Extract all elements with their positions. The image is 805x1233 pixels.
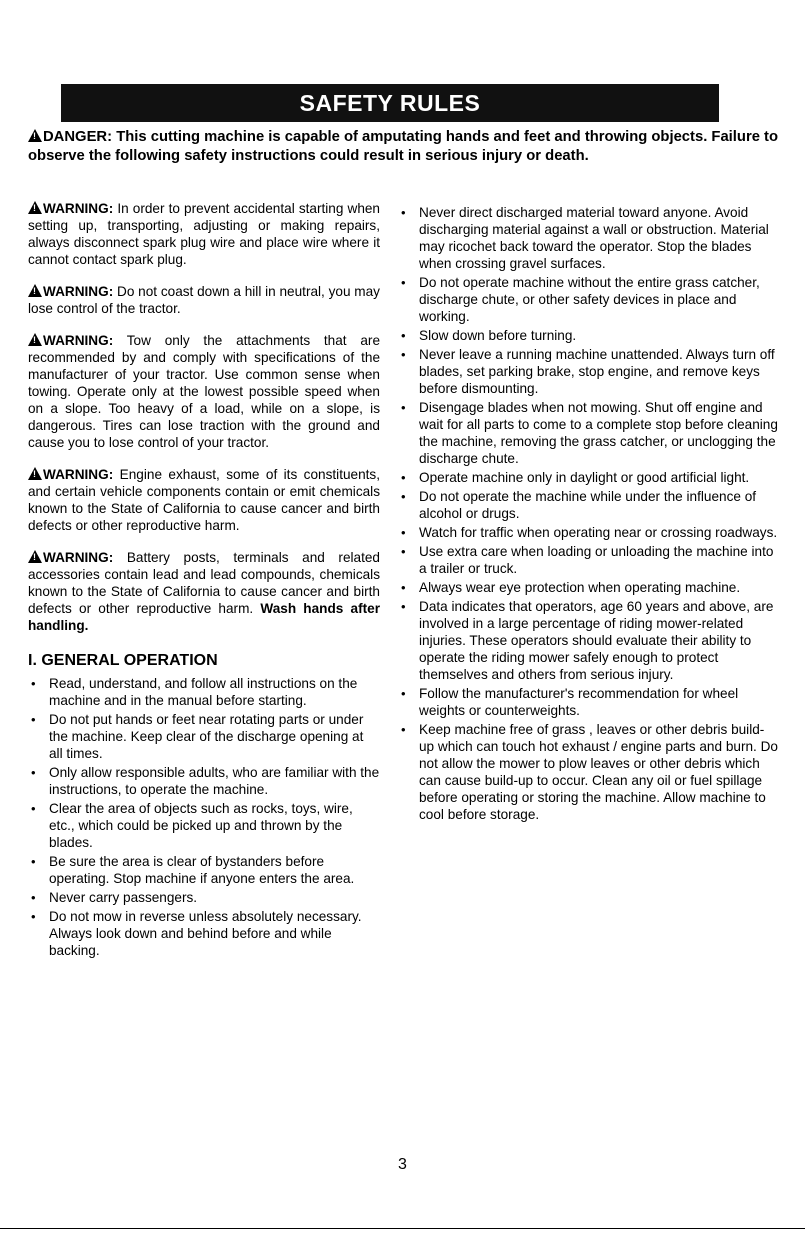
warning-paragraph [28, 283, 380, 317]
page-title: SAFETY RULES [61, 84, 719, 122]
warning-text: Do not coast down a hill in neutral, you may lose control of the tractor. [28, 284, 380, 316]
warning-label: WARNING: [43, 467, 114, 482]
list-item: • Never direct discharged material toward anyone. Avoid discharging material against a wall or obstruction. Material may ricochet back toward the operator. Stop the blades when crossing gravel surfaces. [398, 204, 778, 272]
warning-triangle-icon [28, 467, 42, 480]
left-column [28, 200, 380, 961]
list-item: • Use extra care when loading or unloading the machine into a trailer or truck. [398, 543, 778, 577]
list-item: • Operate machine only in daylight or good artificial light. [398, 469, 778, 486]
list-item: • Do not put hands or feet near rotating parts or under the machine. Keep clear of the discharge opening at all times. [28, 711, 380, 762]
warning-label: WARNING: [43, 201, 114, 216]
list-item: • Keep machine free of grass , leaves or other debris build-up which can touch hot exhaust / engine parts and burn. Do not allow the mower to plow leaves or other debris which can cause build-up to occur. Clean any oil or fuel spillage before operating or storing the machine. Allow machine to cool before storage. [398, 721, 778, 823]
list-item: • Watch for traffic when operating near or crossing roadways. [398, 524, 778, 541]
list-item: • Data indicates that operators, age 60 years and above, are involved in a large percentage of riding mower-related injuries. These operators should evaluate their ability to operate the riding mower safely enough to protect themselves and others from serious injury. [398, 598, 778, 683]
warning-text: Tow only the attachments that are recommended by and comply with specifications of the manufacturer of your tractor. Use common sense when towing. Operate only at the lowest possible speed when on a slope. Too heavy of a load, while on a slope, is dangerous. Tires can lose traction with the ground and cause you to lose control of your tractor. [28, 333, 381, 450]
list-item: • Read, understand, and follow all instructions on the machine and in the manual before starting. [28, 675, 380, 709]
warning-paragraph [28, 549, 380, 634]
list-item: • Only allow responsible adults, who are familiar with the instructions, to operate the machine. [28, 764, 380, 798]
danger-label: DANGER: [43, 129, 113, 145]
warning-text: Engine exhaust, some of its constituents, and certain vehicle components contain or emit chemicals known to the State of California to cause cancer and birth defects or other reproductive harm. [28, 467, 381, 533]
warning-emphasis: Wash hands after handling. [28, 601, 380, 633]
list-item: • Do not operate machine without the entire grass catcher, discharge chute, or other safety devices in place and working. [398, 274, 778, 325]
list-item: • Do not operate the machine while under the influence of alcohol or drugs. [398, 488, 778, 522]
warning-paragraph [28, 466, 380, 534]
list-item: • Never carry passengers. [28, 889, 380, 906]
general-operation-list [28, 675, 380, 959]
warning-paragraph [28, 332, 380, 451]
list-item: • Disengage blades when not mowing. Shut off engine and wait for all parts to come to a complete stop before cleaning the machine, removing the grass catcher, or unclogging the discharge chute. [398, 399, 778, 467]
warning-paragraph [28, 200, 380, 268]
list-item: • Clear the area of objects such as rocks, toys, wire, etc., which could be picked up and thrown by the blades. [28, 800, 380, 851]
bottom-rule [0, 1228, 805, 1229]
list-item: • Be sure the area is clear of bystanders before operating. Stop machine if anyone enters the area. [28, 853, 380, 887]
warning-triangle-icon [28, 550, 42, 563]
warning-triangle-icon [28, 284, 42, 297]
list-item: • Never leave a running machine unattended. Always turn off blades, set parking brake, stop engine, and remove keys before dismounting. [398, 346, 778, 397]
warning-label: WARNING: [43, 550, 114, 565]
section-heading: I. GENERAL OPERATION [28, 652, 218, 669]
list-item: • Always wear eye protection when operating machine. [398, 579, 778, 596]
warning-label: WARNING: [43, 284, 114, 299]
page-number: 3 [398, 1156, 407, 1173]
danger-text: This cutting machine is capable of amputating hands and feet and throwing objects. Failure to observe the following safety instructions could result in serious injury or death. [28, 129, 779, 164]
list-item: • Follow the manufacturer's recommendation for wheel weights or counterweights. [398, 685, 778, 719]
general-operation-list-continued [398, 204, 778, 823]
list-item: • Slow down before turning. [398, 327, 778, 344]
warning-text: Battery posts, terminals and related accessories contain lead and lead compounds, chemicals known to the State of California to cause cancer and birth defects or other reproductive harm. [28, 550, 380, 616]
list-item: • Do not mow in reverse unless absolutely necessary. Always look down and behind before and while backing. [28, 908, 380, 959]
warning-triangle-icon [28, 201, 42, 214]
right-column [398, 204, 778, 825]
warning-triangle-icon [28, 333, 42, 346]
warning-label: WARNING: [43, 333, 114, 348]
danger-notice [28, 128, 778, 166]
warning-triangle-icon [28, 129, 42, 142]
warning-text: In order to prevent accidental starting when setting up, transporting, adjusting or making repairs, always disconnect spark plug wire and place wire where it cannot contact spark plug. [28, 201, 380, 267]
